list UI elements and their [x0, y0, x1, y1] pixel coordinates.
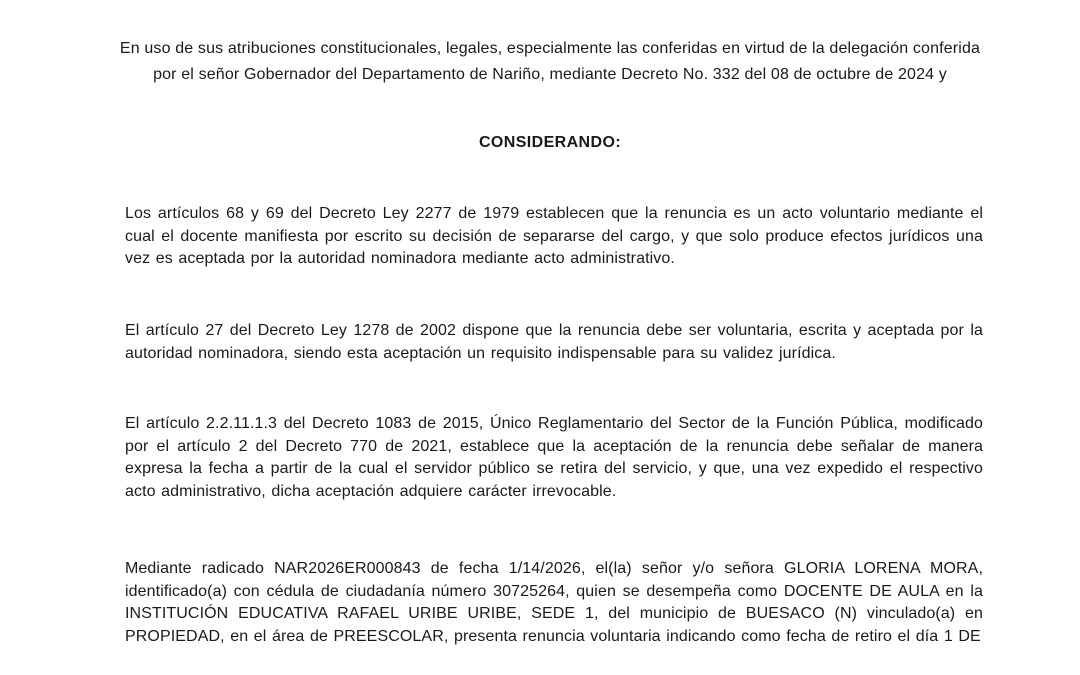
paragraph-decreto-2277: Los artículos 68 y 69 del Decreto Ley 2277 de 1979 establecen que la renuncia es un acto voluntario mediante el cual el docente manifiesta por escrito su decisión de separarse del cargo, y que solo produce efectos jurídicos una vez es aceptada por la autoridad nominadora mediante acto administrativo.	[125, 205, 983, 267]
considerando-heading: CONSIDERANDO:	[478, 134, 622, 151]
paragraph-decreto-1278: El artículo 27 del Decreto Ley 1278 de 2002 dispone que la renuncia debe ser voluntaria, escrita y aceptada por la autoridad nominadora, siendo esta aceptación un requisito indispensable para su validez jurídica.	[125, 322, 983, 362]
paragraph-radicado: Mediante radicado NAR2026ER000843 de fecha 1/14/2026, el(la) señor y/o señora GLORIA LORENA MORA, identificado(a) con cédula de ciudadanía número 30725264, quien se desempeña como DOCENTE DE AULA en la INSTITUCIÓN EDUCATIVA RAFAEL URIBE URIBE, SEDE 1, del municipio de BUESACO (N) vinculado(a) en PROPIEDAD, en el área de PREESCOLAR, presenta renuncia voluntaria indicando como fecha de retiro el día 1 DE	[125, 560, 983, 645]
intro-statement: En uso de sus atribuciones constitucionales, legales, especialmente las conferidas en virtud de la delegación conferida por el señor Gobernador del Departamento de Nariño, mediante Decreto No. 332 del 08 de octubre de 2024 y	[119, 40, 981, 83]
paragraph-decreto-1083: El artículo 2.2.11.1.3 del Decreto 1083 de 2015, Único Reglamentario del Sector de la Función Pública, modificado por el artículo 2 del Decreto 770 de 2021, establece que la aceptación de la renuncia debe señalar de manera expresa la fecha a partir de la cual el servidor público se retira del servicio, y que, una vez expedido el respectivo acto administrativo, dicha aceptación adquiere carácter irrevocable.	[125, 415, 983, 500]
